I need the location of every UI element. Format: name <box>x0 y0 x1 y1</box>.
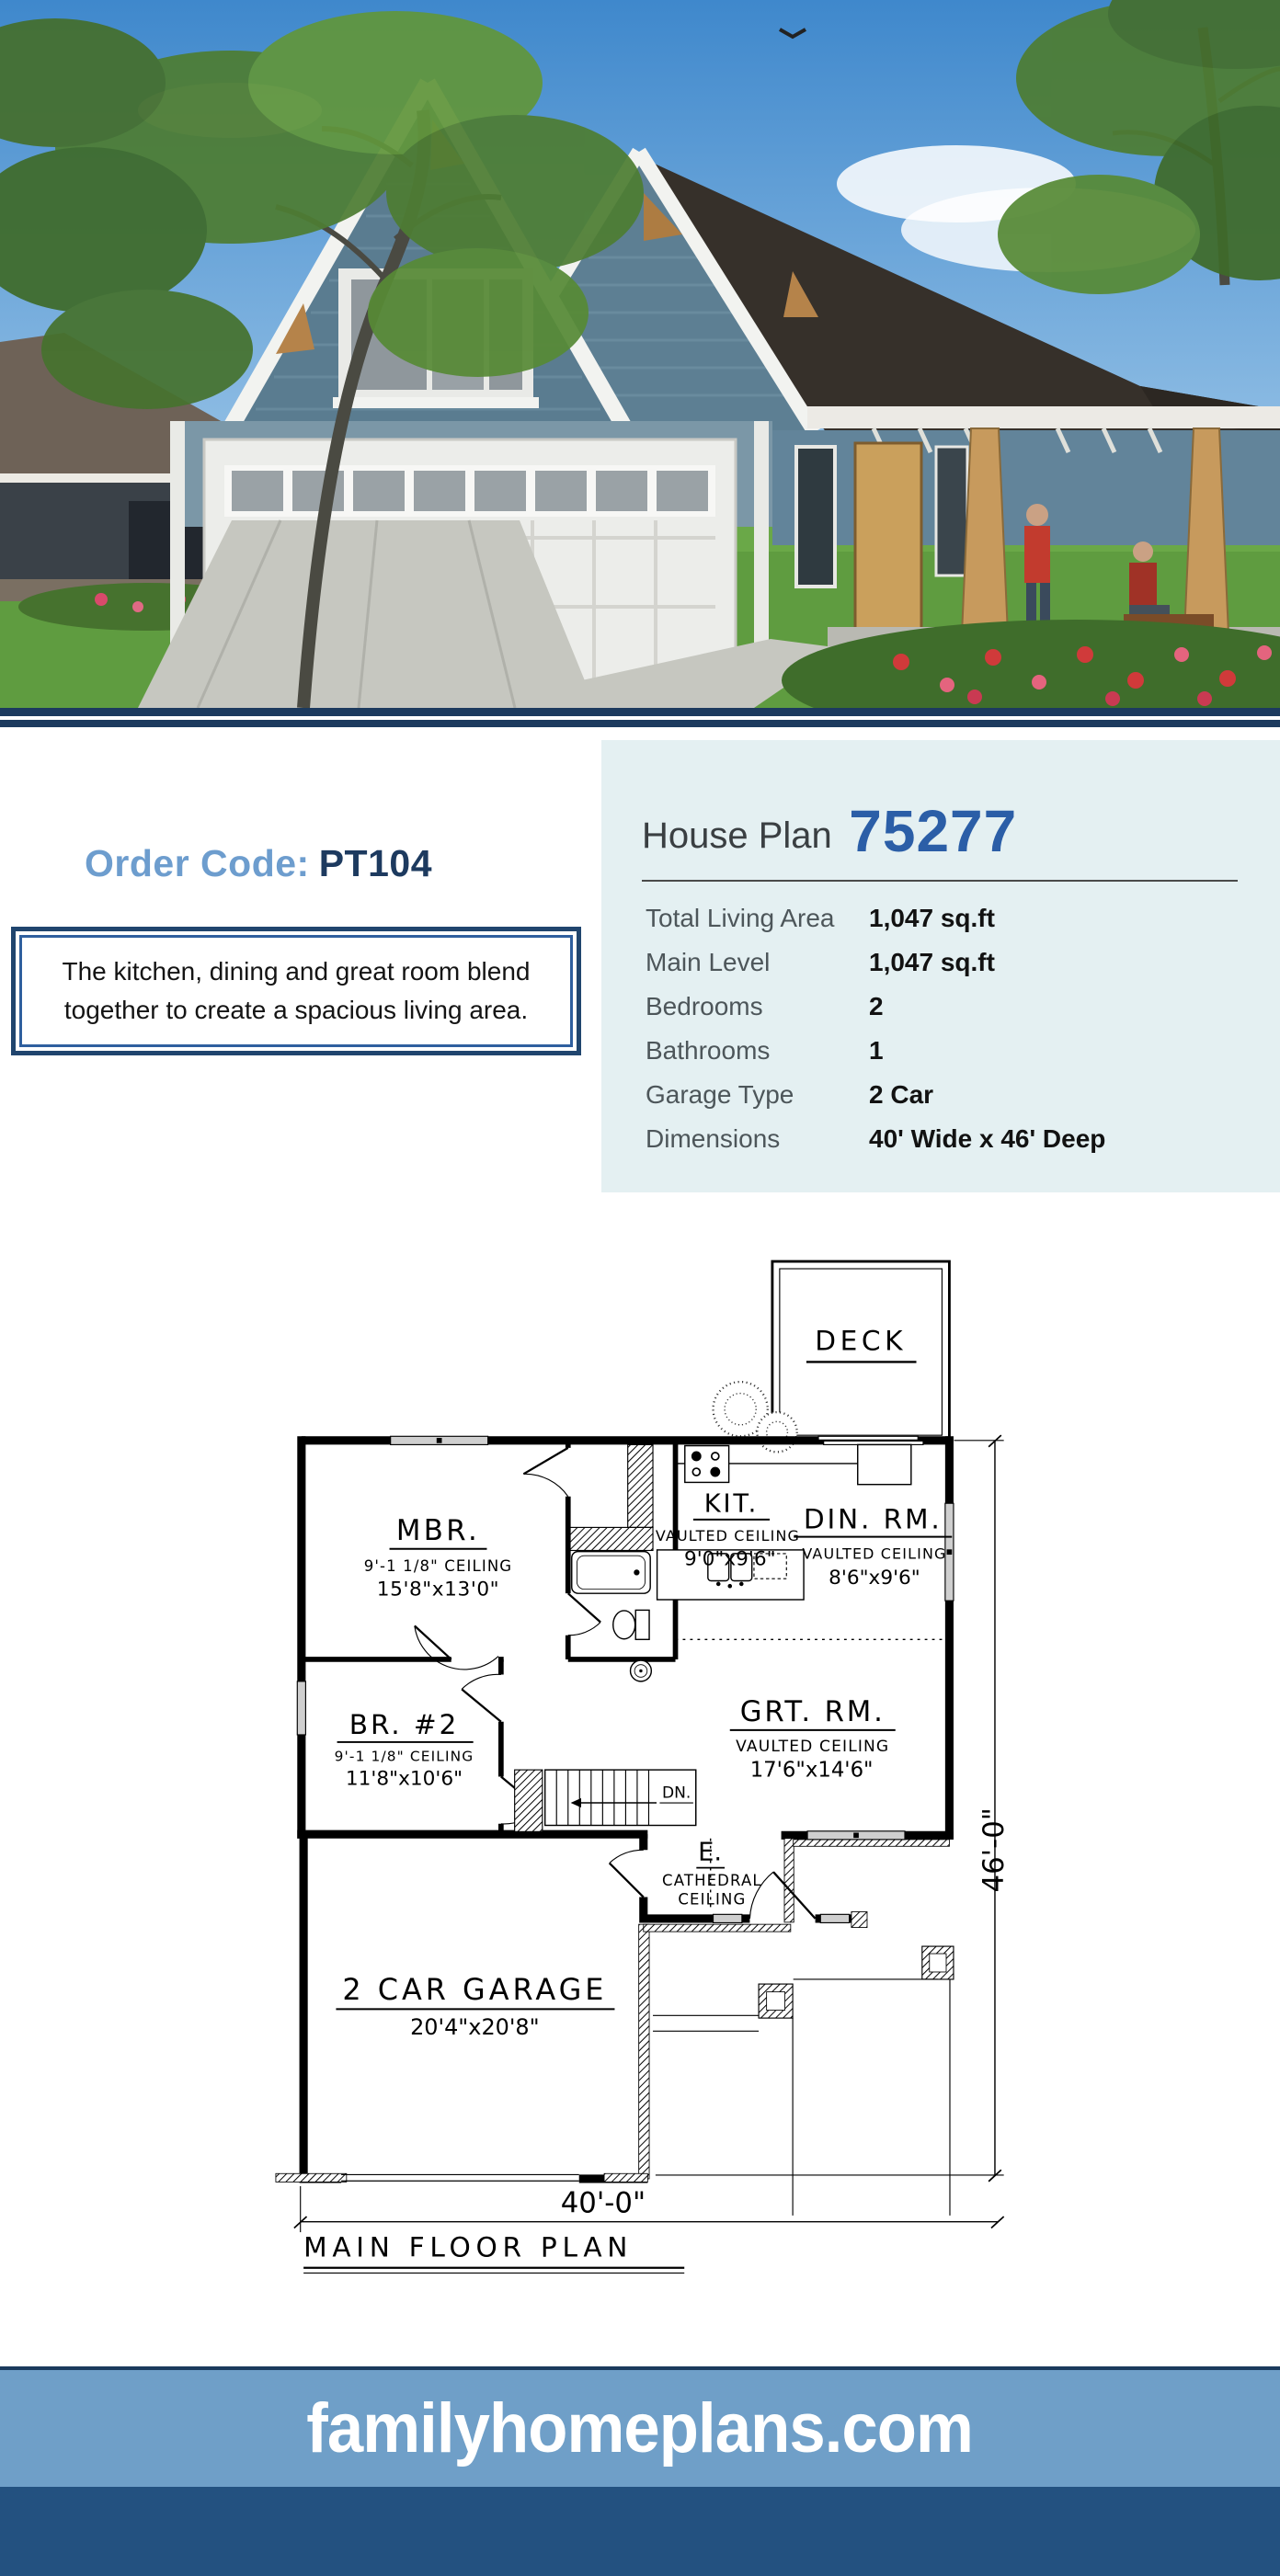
deck-label: DECK <box>815 1325 908 1357</box>
kit-label: KIT. <box>703 1489 760 1519</box>
grt-dims: 17'6"x14'6" <box>749 1758 874 1783</box>
plan-number: 75277 <box>849 798 1018 864</box>
mbr-ceiling: 9'-1 1/8" CEILING <box>363 1557 513 1576</box>
order-code <box>85 842 432 885</box>
description-text: The kitchen, dining and great room blend together to create a spacious living area. <box>19 935 573 1047</box>
spec-row <box>646 896 1252 940</box>
din-dims: 8'6"x9'6" <box>829 1566 920 1590</box>
description-box <box>11 927 581 1055</box>
kit-dims: 9'0"x9'6" <box>683 1547 776 1571</box>
spec-label: Total Living Area <box>646 904 835 932</box>
kit-ceiling: VAULTED CEILING <box>655 1527 801 1545</box>
din-ceiling: VAULTED CEILING <box>802 1544 947 1563</box>
order-code-label: Order Code: <box>85 842 310 884</box>
footer-dark-band <box>0 2487 1280 2576</box>
plan-title-divider <box>642 880 1238 882</box>
mbr-dims: 15'8"x13'0" <box>376 1578 500 1601</box>
grt-label: GRT. RM. <box>739 1695 886 1729</box>
plan-info-panel <box>601 740 1280 1192</box>
floor-plan-title: MAIN FLOOR PLAN <box>303 2231 634 2263</box>
footer <box>0 2370 1280 2487</box>
spec-label: Bedrooms <box>646 992 763 1020</box>
spec-row <box>646 1117 1252 1161</box>
spec-label: Dimensions <box>646 1124 781 1153</box>
garage-door <box>341 2174 579 2181</box>
mbr-label: MBR. <box>395 1514 481 1548</box>
din-label: DIN. RM. <box>803 1503 943 1535</box>
spec-row <box>646 940 1252 985</box>
entry-label: E. <box>698 1838 723 1867</box>
spec-value: 40' Wide x 46' Deep <box>869 1124 1106 1153</box>
entry-ceiling2: CEILING <box>678 1890 747 1909</box>
spec-value: 1,047 sq.ft <box>869 904 995 932</box>
spec-row <box>646 1029 1252 1073</box>
br2-ceiling: 9'-1 1/8" CEILING <box>334 1748 474 1765</box>
br2-dims: 11'8"x10'6" <box>345 1767 463 1791</box>
plan-title-prefix: House Plan <box>642 815 832 856</box>
spec-value: 1 <box>869 1036 884 1065</box>
br2-label: BR. #2 <box>349 1708 460 1740</box>
spec-label: Main Level <box>646 948 771 976</box>
order-code-value: PT104 <box>318 842 433 884</box>
garage-dims: 20'4"x20'8" <box>410 2013 540 2040</box>
entry-ceiling1: CATHEDRAL <box>662 1872 762 1890</box>
plan-title <box>642 797 1017 865</box>
house-rendering-art <box>0 0 1280 708</box>
stairs-label: DN. <box>661 1784 691 1803</box>
floor-plan <box>257 1232 1067 2298</box>
spec-row <box>646 1073 1252 1117</box>
spec-value: 2 <box>869 992 884 1020</box>
spec-label: Bathrooms <box>646 1036 771 1065</box>
divider-bar-bottom <box>0 720 1280 727</box>
footer-site-link[interactable]: familyhomeplans.com <box>306 2389 974 2468</box>
spec-row <box>646 985 1252 1029</box>
house-rendering-image <box>0 0 1280 708</box>
grt-ceiling: VAULTED CEILING <box>736 1738 890 1757</box>
spec-value: 2 Car <box>869 1080 934 1109</box>
floor-plan-drawing <box>257 1232 1067 2298</box>
spec-label: Garage Type <box>646 1080 794 1109</box>
width-dimension: 40'-0" <box>560 2186 646 2220</box>
garage-label: 2 CAR GARAGE <box>342 1972 608 2008</box>
depth-dimension: 46'-0" <box>977 1807 1011 1893</box>
stairs <box>545 1770 696 1825</box>
spec-value: 1,047 sq.ft <box>869 948 995 976</box>
hatched-walls <box>276 1839 949 2183</box>
divider-bar-top <box>0 708 1280 716</box>
